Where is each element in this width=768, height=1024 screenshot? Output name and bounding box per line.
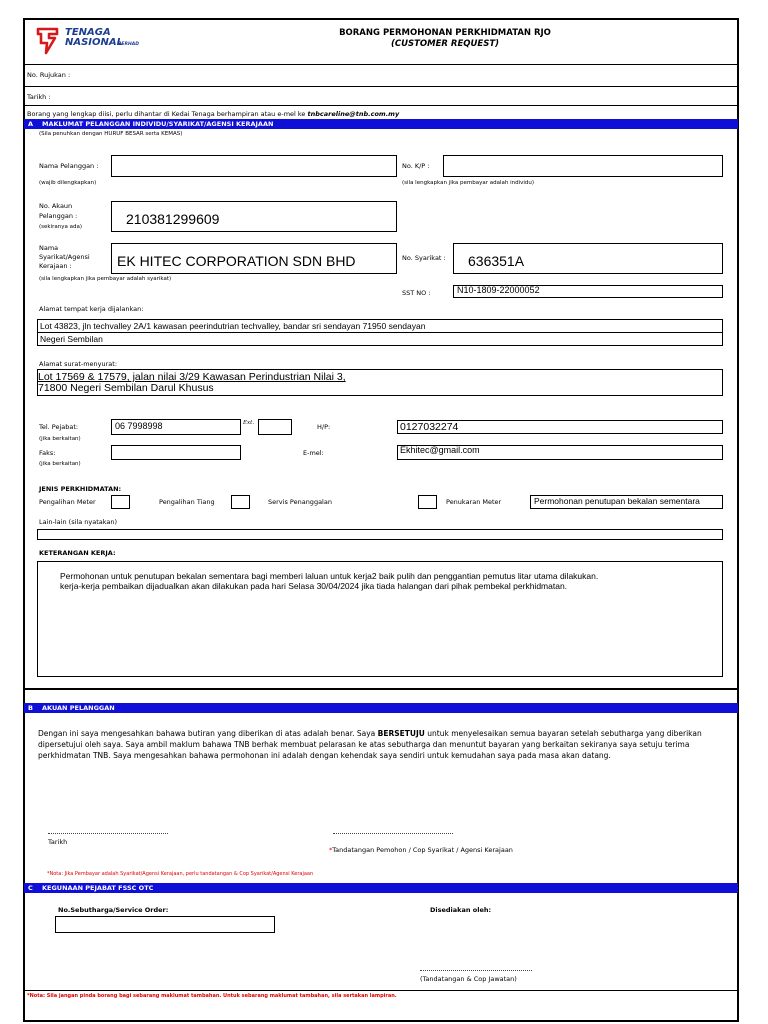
section-b-note: *Nota: Jika Pembayar adalah Syarikat/Agensi Kerajaan, perlu tandatangan & Cop Syarikat/Agensi Kerajaan [47, 871, 314, 877]
hp-value: 0127032274 [400, 421, 459, 433]
emel-input[interactable] [397, 445, 723, 460]
akaun-label-2: Pelanggan : [39, 212, 78, 220]
logo-text-berhad: BERHAD [118, 42, 139, 47]
alamat-kerja-line-2: Negeri Sembilan [40, 334, 103, 344]
tel-label: Tel. Pejabat: [39, 423, 79, 431]
emel-value: Ekhitec@gmail.com [400, 445, 480, 455]
careline-email[interactable]: tnbcareline@tnb.com.my [307, 110, 400, 118]
logo-text-tenaga: TENAGA [65, 27, 111, 38]
tel-value: 06 7998998 [115, 421, 163, 431]
declaration-line-1a: Dengan ini saya mengesahkan bahawa butiran yang diberikan di atas adalah benar. Saya [38, 729, 376, 738]
section-c-letter: C [28, 884, 33, 892]
alamat-surat-line-1: Lot 17569 & 17579, jalan nilai 3/29 Kawasan Perindustrian Nilai 3, [38, 371, 346, 383]
akaun-value: 210381299609 [126, 211, 220, 227]
declaration-line-3: perkhidmatan TNB. Saya mengesahkan bahawa permohonan ini adalah dengan kehendak saya sendiri untuk kemudahan saya pada masa akan datang. [38, 751, 611, 760]
ext-label: Ext. [243, 420, 255, 426]
declaration-line-1 [38, 728, 728, 739]
tarikh-signature-line [48, 833, 168, 834]
section-a-title: MAKLUMAT PELANGGAN INDIVIDU/SYARIKAT/AGENSI KERAJAAN [42, 120, 274, 128]
disediakan-signature-line [420, 970, 532, 971]
keterangan-line-2: kerja-kerja pembaikan dijadualkan akan dilakukan pada hari Selasa 30/04/2024 jika tiada halangan dari pihak pembekal perkhidmatan. [60, 581, 568, 591]
pemohon-sign-label [329, 846, 513, 854]
disediakan-sign-label: (Tandatangan & Cop Jawatan) [420, 975, 517, 983]
form-title: BORANG PERMOHONAN PERKHIDMATAN RJO [339, 28, 551, 38]
emel-label: E-mel: [303, 449, 324, 457]
tel-input[interactable] [111, 419, 241, 435]
instruction-text [27, 110, 399, 118]
tnb-logo-icon [35, 26, 61, 56]
akaun-input[interactable] [111, 201, 397, 232]
logo-text-nasional: NASIONAL [65, 37, 124, 48]
faks-note: (jika berkaitan) [39, 461, 81, 467]
faks-label: Faks: [39, 449, 56, 457]
lain-label: Lain-lain (sila nyatakan) [39, 518, 118, 526]
section-b-letter: B [28, 704, 33, 712]
checkbox-pengalihan-meter[interactable] [111, 495, 130, 509]
syarikat-input[interactable] [111, 243, 397, 274]
sst-input[interactable] [453, 285, 723, 298]
penukaran-meter-input[interactable] [530, 495, 723, 509]
syarikat-label-3: Kerajaan : [39, 262, 72, 270]
keterangan-title: KETERANGAN KERJA: [39, 549, 116, 557]
rujukan-label: No. Rujukan : [27, 71, 71, 79]
section-c-title: KEGUNAAN PEJABAT FSSC OTC [42, 884, 154, 892]
syarikat-value: EK HITEC CORPORATION SDN BHD [117, 253, 356, 269]
section-a-header [24, 119, 738, 129]
instruction-body: Borang yang lengkap diisi, perlu dihantar di Kedai Tenaga berhampiran atau e-mel ke [27, 110, 306, 118]
alamat-surat-input[interactable] [37, 369, 723, 396]
tarikh-sign-label: Tarikh [48, 838, 68, 846]
no-syarikat-input[interactable] [453, 243, 723, 274]
section-b-header [24, 703, 738, 713]
divider [24, 86, 738, 87]
sebutharga-label: No.Sebutharga/Service Order: [58, 906, 169, 914]
keterangan-line-1: Permohonan untuk penutupan bekalan sementara bagi memberi laluan untuk kerja2 baik pulih dan penggantian pemutus litar utama dilakukan. [60, 571, 599, 581]
alamat-surat-line-2: 71800 Negeri Sembilan Darul Khusus [38, 382, 214, 394]
disediakan-label: Disediakan oleh: [430, 906, 492, 914]
section-b-title: AKUAN PELANGGAN [42, 704, 115, 712]
checkbox-servis-penanggalan[interactable] [418, 495, 437, 509]
sst-label: SST NO : [402, 289, 431, 297]
tnb-logo [35, 26, 155, 58]
jenis-label-pengalihan-tiang: Pengalihan Tiang [159, 498, 215, 506]
jenis-label-servis-penanggalan: Servis Penanggalan [268, 498, 332, 506]
declaration-line-1c: untuk menyelesaikan semua bayaran setelah sebutharga yang diberikan [427, 729, 702, 738]
jenis-title: JENIS PERKHIDMATAN: [39, 485, 122, 493]
syarikat-label-2: Syarikat/Agensi [39, 253, 90, 261]
alamat-surat-label: Alamat surat-menyurat: [39, 360, 118, 368]
divider [24, 64, 738, 65]
jenis-label-penukaran-meter: Penukaran Meter [446, 498, 502, 506]
kp-note: (sila lengkapkan jika pembayar adalah individu) [402, 180, 535, 186]
alamat-kerja-input[interactable] [37, 319, 723, 346]
pemohon-sign-text: Tandatangan Pemohon / Cop Syarikat / Agensi Kerajaan [332, 846, 513, 854]
divider [38, 332, 722, 333]
keterangan-input[interactable] [37, 561, 723, 677]
akaun-label-1: No. Akaun [39, 202, 73, 210]
nama-label: Nama Pelanggan : [39, 162, 99, 170]
form-subtitle: (CUSTOMER REQUEST) [390, 39, 500, 49]
alamat-kerja-line-1: Lot 43823, jln techvalley 2A/1 kawasan peerindutrian techvalley, bandar sri sendayan 71950 sendayan [40, 321, 426, 331]
syarikat-note: (sila lengkapkan jika pembayar adalah syarikat) [39, 276, 172, 282]
sst-value: N10-1809-22000052 [457, 285, 540, 295]
pemohon-signature-line [333, 833, 453, 834]
divider [24, 105, 738, 106]
sebutharga-input[interactable] [55, 916, 275, 933]
divider [24, 688, 738, 690]
alamat-kerja-label: Alamat tempat kerja dijalankan: [39, 305, 144, 313]
hp-input[interactable] [397, 420, 723, 434]
lain-input[interactable] [37, 529, 723, 540]
no-syarikat-label: No. Syarikat : [402, 254, 446, 262]
kp-label: No. K/P : [402, 162, 430, 170]
divider [24, 990, 738, 991]
sign-star: * [329, 846, 333, 854]
footer-note: *Nota: Sila jangan pinda borang bagi sebarang maklumat tambahan. Untuk sebarang maklumat tambahan, sila sertakan lampiran. [27, 993, 397, 999]
ext-input[interactable] [258, 419, 292, 435]
syarikat-label-1: Nama [39, 244, 59, 252]
faks-input[interactable] [111, 445, 241, 460]
nama-input[interactable] [111, 155, 397, 177]
tarikh-label: Tarikh : [27, 93, 51, 101]
no-syarikat-value: 636351A [468, 253, 525, 269]
nama-note: (wajib dilengkapkan) [39, 180, 97, 186]
section-a-note: (Sila penuhkan dengan HURUF BESAR serta KEMAS) [39, 131, 183, 137]
hp-label: H/P: [317, 423, 331, 431]
akaun-note: (sekiranya ada) [39, 224, 82, 230]
declaration-line-2: dipersetujui oleh saya. Saya ambil maklum bahawa TNB berhak membuat pelarasan ke atas sebutharga dan menuntut bayaran yang berkaitan sekiranya saya setuju terima [38, 740, 690, 749]
declaration-text [38, 728, 728, 761]
jenis-other-value: Permohonan penutupan bekalan sementara [534, 496, 700, 506]
checkbox-pengalihan-tiang[interactable] [231, 495, 250, 509]
tel-note: (jika berkaitan) [39, 436, 81, 442]
section-a-letter: A [28, 120, 34, 128]
jenis-label-pengalihan-meter: Pengalihan Meter [39, 498, 96, 506]
kp-input[interactable] [443, 155, 723, 177]
declaration-bersetuju: BERSETUJU [377, 729, 425, 738]
section-c-header [24, 883, 738, 893]
